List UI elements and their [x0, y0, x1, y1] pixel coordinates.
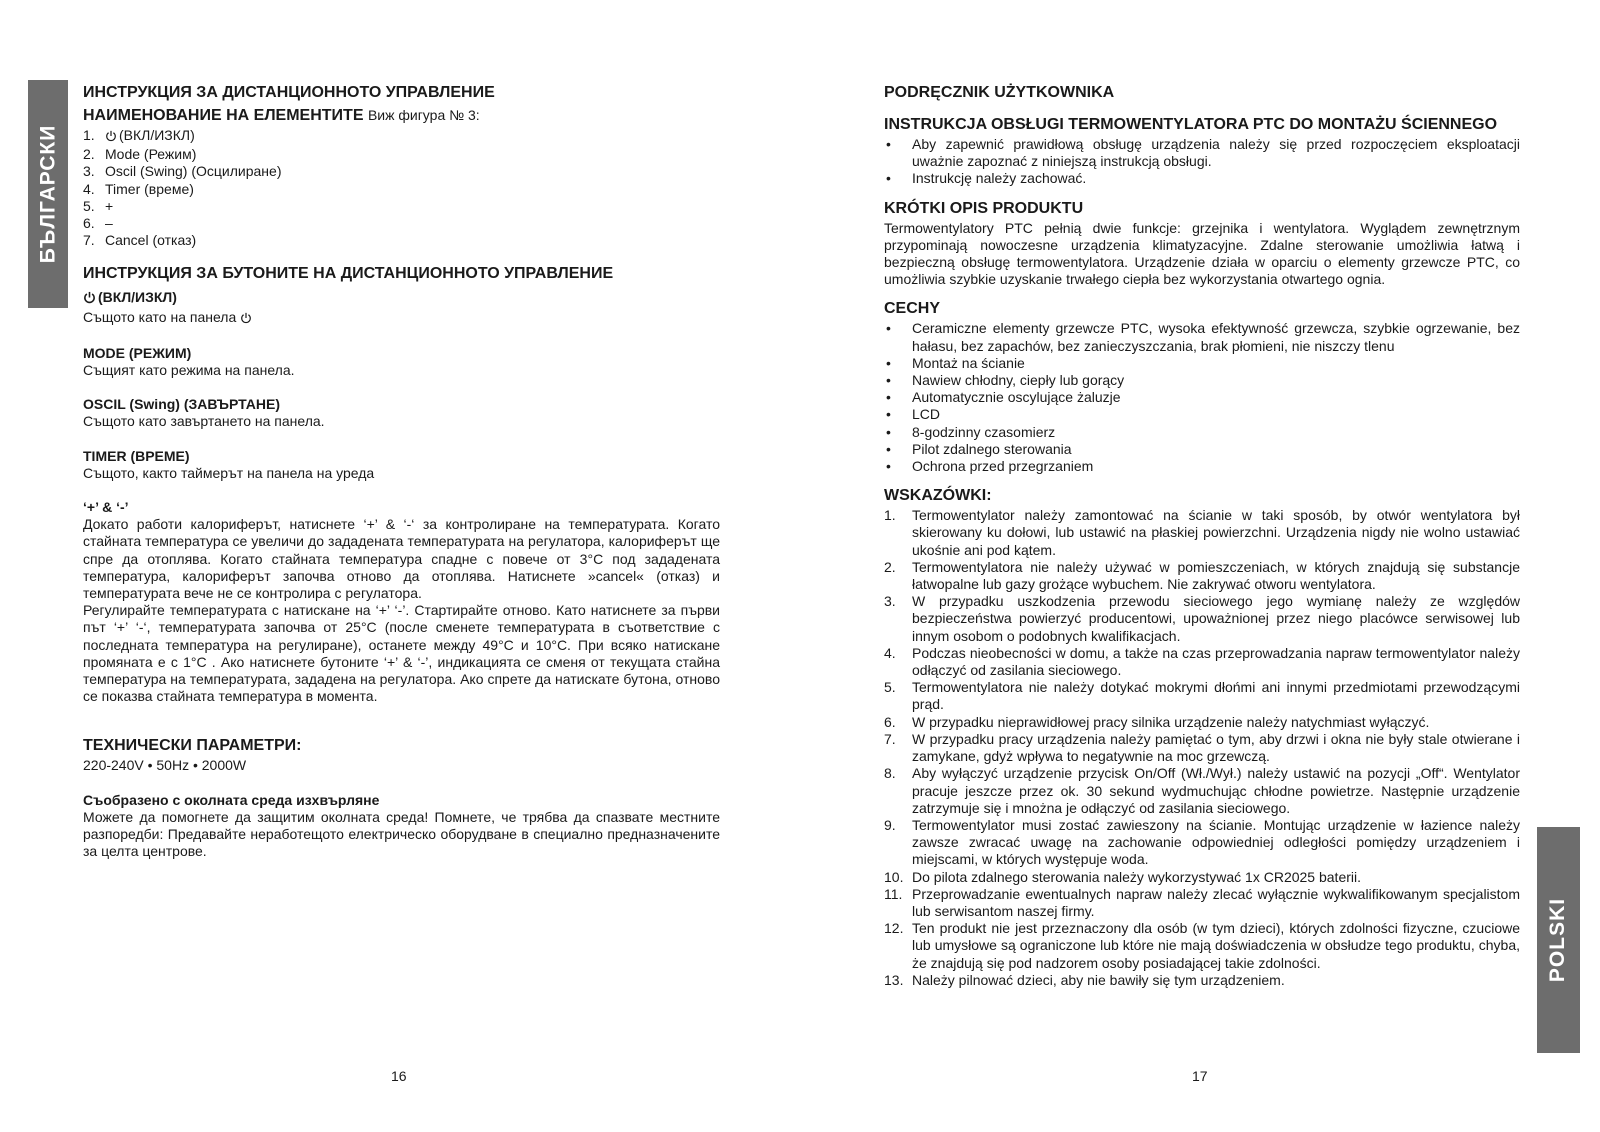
list-item-number: 9.	[884, 816, 896, 833]
list-item-number: 2.	[83, 146, 95, 163]
timer-description: Същото, както таймерът на панела на уреда	[83, 464, 375, 481]
onoff-heading	[83, 289, 720, 308]
list-item-text: W przypadku pracy urządzenia należy pamiętać o tym, aby drzwi i okna nie były stale otwierane i zamykane, gdyż wpływa to negatywnie na moc grzewczą.	[912, 730, 1520, 765]
list-item-text: Termowentylator należy zamontować na ścianie w taki sposób, by otwór wentylatora był skierowany ku dołowi, lub ustawić na płaskiej powierzchni. Urządzenia nigdy nie wolno ustawiać ukośnie ani pod kątem.	[912, 507, 1520, 558]
polish-text-column	[884, 82, 1520, 989]
elements-figure-ref: Виж фигура № 3:	[367, 107, 480, 123]
language-tab-polish	[1537, 827, 1580, 1053]
environment-text: Можете да помогнете да защитим околната среда! Помнете, че трябва да спазвате местните разпоредби: Предавайте неработещото електрическо оборудване в специално предназначените за целта центрове.	[83, 808, 720, 860]
list-item-text: Timer (време)	[105, 180, 194, 197]
list-item: • Automatycznie oscylujące żaluzje	[884, 389, 1520, 406]
timer-heading: TIMER (ВРЕМЕ)	[83, 447, 190, 464]
list-item	[884, 731, 1520, 765]
mode-description: Същият като режима на панела.	[83, 362, 295, 379]
list-item-number: 7.	[884, 730, 896, 747]
list-item-number: 5.	[83, 197, 95, 214]
list-item	[884, 869, 1520, 886]
list-item-number: 12.	[884, 920, 904, 937]
list-item	[884, 714, 1520, 731]
elements-heading-title: НАИМЕНОВАНИЕ НА ЕЛЕМЕНТИТЕ	[83, 107, 364, 124]
list-item	[83, 146, 720, 163]
tech-params-heading: ТЕХНИЧЕСКИ ПАРАМЕТРИ:	[83, 737, 302, 755]
mode-heading: MODE (РЕЖИМ)	[83, 344, 192, 361]
buttons-instructions-heading: ИНСТРУКЦИЯ ЗА БУТОНИТЕ НА ДИСТАНЦИОННОТО УПРАВЛЕНИЕ	[83, 265, 614, 283]
list-item-number: 7.	[83, 232, 95, 249]
list-item-text: Przeprowadzanie ewentualnych napraw należy zlecać wyłącznie wykwalifikowanym specjalistom lub serwisantom naszej firmy.	[912, 885, 1520, 919]
list-item-number: 4.	[884, 644, 896, 661]
list-item-text: Podczas nieobecności w domu, a także na czas przeprowadzania napraw termowentylator należy odłączyć od zasilania sieciowego.	[912, 644, 1520, 679]
list-item-text: Termowentylator musi zostać zawieszony na ścianie. Montując urządzenie w łazience należy zawsze zwracać uwagę na zachowanie odpowiedniej odległości pomiędzy urządzeniem i miejscami, w których występuje woda.	[912, 816, 1520, 868]
list-item-text: W przypadku uszkodzenia przewodu sieciowego jego wymianę należy ze względów bezpieczeństwa powierzyć producentowi, upoważnionej przez niego placówce serwisowej lub innym osobom o podobnych kwalifikacjach.	[912, 593, 1520, 644]
list-item	[884, 817, 1520, 869]
list-item-number: 3.	[884, 593, 896, 610]
list-item	[83, 181, 720, 198]
list-item-number: 1.	[884, 507, 896, 524]
list-item-text: Do pilota zdalnego sterowania należy wykorzystywać 1x CR2025 baterii.	[912, 868, 1361, 885]
list-item	[884, 886, 1520, 920]
features-list	[884, 320, 1520, 475]
list-item	[884, 920, 1520, 972]
page-number-left: 16	[391, 1068, 407, 1084]
list-item: • Ceramiczne elementy grzewcze PTC, wysoka efektywność grzewcza, szybkie ogrzewanie, bez hałasu, bez zapachów, bez zanieczyszczania, brak płomieni, nie niszczy tlenu	[884, 320, 1520, 354]
bulgarian-text-column	[83, 82, 720, 861]
list-item	[884, 559, 1520, 593]
list-item-number: 6.	[884, 713, 896, 730]
list-item	[884, 679, 1520, 713]
onoff-description	[83, 309, 720, 328]
list-item: • 8-godzinny czasomierz	[884, 424, 1520, 441]
list-item-text: Oscil (Swing) (Осцилиране)	[105, 163, 282, 180]
tips-list	[884, 507, 1520, 989]
list-item	[83, 198, 720, 215]
instruction-list	[884, 136, 1520, 188]
list-item-text: –	[105, 215, 113, 232]
list-item: • Ochrona przed przegrzaniem	[884, 458, 1520, 475]
list-item-number: 2.	[884, 558, 896, 575]
list-item-text: Termowentylatora nie należy używać w pomieszczeniach, w których znajdują się substancje łatwopalne lub gazy grożące wybuchem. Nie zakrywać otworu wentylatora.	[912, 558, 1520, 593]
language-tab-label: POLSKI	[1546, 897, 1570, 983]
language-tab-bulgarian	[28, 80, 68, 308]
list-item-number: 3.	[83, 163, 95, 180]
language-tab-label: БЪЛГАРСКИ	[36, 124, 60, 264]
list-item: • Aby zapewnić prawidłową obsługę urządzenia należy się przed rozpoczęciem eksploatacji uważnie zapoznać z niniejszą instrukcją obsługi.	[884, 136, 1520, 170]
environment-heading: Съобразено с околната среда изхвърляне	[83, 791, 380, 808]
list-item-text: Cancel (отказ)	[105, 232, 197, 249]
power-icon	[105, 129, 117, 146]
power-icon	[240, 311, 252, 328]
list-item	[884, 507, 1520, 559]
list-item-text: +	[105, 197, 114, 214]
list-item	[83, 127, 720, 146]
features-heading: CECHY	[884, 300, 941, 318]
list-item-number: 8.	[884, 765, 896, 782]
plus-minus-paragraph-1: Докато работи калориферът, натиснете ‘+’ & ‘-‘ за контролиране на температурата. Когато стайната температура се увеличи до зададената температурата на регулатора, калориферът ще спре да отоплява. Когато стайната температура спадне с повече от 3°C под зададената температура, калориферът започва отново да отоплява. Натиснете »cancel« (отказ) и температурата вече не се контролира с регулатора.	[83, 516, 720, 602]
power-icon	[83, 291, 96, 308]
list-item	[83, 232, 720, 249]
list-item	[83, 215, 720, 232]
oscil-heading: OSCIL (Swing) (ЗАВЪРТАНЕ)	[83, 396, 281, 413]
product-description-text: Termowentylatory PTC pełnią dwie funkcje: grzejnika i wentylatora. Wyglądem zewnętrznym przypominają nowoczesne urządzenia klimatyzacyjne. Zdalne sterowanie umożliwia łatwą i bezpieczną obsługę termowentylatora. Urządzenie działa w oparciu o elementy grzewcze PTC, co umożliwia szybkie uzyskanie trwałego ciepła bez wykorzystania otwartego ognia.	[884, 219, 1520, 288]
list-item-text: Mode (Режим)	[105, 146, 197, 163]
manual-heading: PODRĘCZNIK UŻYTKOWNIKA	[884, 84, 1115, 101]
list-item-number: 11.	[884, 885, 903, 902]
list-item-number: 4.	[83, 180, 95, 197]
list-item-number: 1.	[83, 127, 95, 143]
plus-minus-paragraph-2: Регулирайте температурата с натискане на ‘+’ ‘-’. Стартирайте отново. Като натиснете за първи път ‘+’ ‘-‘, температурата започва от 25°C (после сменете температурата в съответствие с последната температура на регулиране), останете между 49°C и 10°C. При всяко натискане промяната е с 1°C . Ако натиснете бутоните ‘+’ & ‘-’, индикацията се сменя от текущата стайна температура на температурата, зададена на регулатора. Ако спрете да натискате бутона, отново се показва стайната температура в момента.	[83, 602, 720, 705]
list-item	[884, 972, 1520, 989]
list-item: • Instrukcję należy zachować.	[884, 170, 1520, 187]
list-item-number: 6.	[83, 215, 95, 232]
tech-params-values: 220-240V • 50Hz • 2000W	[83, 757, 247, 774]
list-item-text: Ten produkt nie jest przeznaczony dla osób (w tym dzieci), których zdolności fizyczne, czuciowe lub umysłowe są ograniczone lub które nie mają doświadczenia w obsłudze tego produktu, chyba, że znajdują się pod nadzorem osoby posiadającej takie zdolności.	[912, 920, 1520, 971]
elements-heading	[83, 104, 720, 127]
list-item: • LCD	[884, 406, 1520, 423]
list-item	[884, 593, 1520, 645]
plus-minus-heading: ‘+’ & ‘-’	[83, 499, 129, 516]
list-item-number: 13.	[884, 971, 904, 988]
tips-heading: WSKAZÓWKI:	[884, 487, 992, 505]
list-item	[884, 765, 1520, 817]
list-item-text: Należy pilnować dzieci, aby nie bawiły się tym urządzeniem.	[912, 971, 1285, 988]
onoff-heading-text: (ВКЛ/ИЗКЛ)	[98, 289, 177, 306]
list-item-number: 10.	[884, 868, 904, 885]
instruction-heading: INSTRUKCJA OBSŁUGI TERMOWENTYLATORA PTC DO MONTAŻU ŚCIENNEGO	[884, 116, 1498, 133]
page-number-right: 17	[1192, 1068, 1208, 1084]
list-item: • Pilot zdalnego sterowania	[884, 441, 1520, 458]
list-item-text: Aby wyłączyć urządzenie przycisk On/Off (Wł./Wył.) należy ustawić na pozycji „Off“. Wentylator pracuje jeszcze przez ok. 30 sekund wydmuchując chłodne powietrze. Następnie urządzenie zatrzymuje się i mnożna je odłączyć od zasilania sieciowego.	[912, 765, 1520, 816]
elements-list	[83, 127, 720, 249]
onoff-description-text: Същото като на панела	[83, 308, 237, 325]
list-item	[83, 163, 720, 180]
list-item-text: W przypadku nieprawidłowej pracy silnika urządzenie należy natychmiast wyłączyć.	[912, 713, 1430, 730]
list-item: • Nawiew chłodny, ciepły lub gorący	[884, 372, 1520, 389]
product-description-heading: KRÓTKI OPIS PRODUKTU	[884, 199, 1084, 217]
list-item-text: Termowentylatora nie należy dotykać mokrymi dłońmi ani innymi przedmiotami przewodzącymi prąd.	[912, 679, 1520, 713]
remote-instructions-heading: ИНСТРУКЦИЯ ЗА ДИСТАНЦИОННОТО УПРАВЛЕНИЕ	[83, 84, 495, 101]
page-right-polish	[800, 0, 1600, 1132]
list-item-number: 5.	[884, 679, 896, 696]
list-item	[884, 645, 1520, 679]
list-item: • Montaż na ścianie	[884, 355, 1520, 372]
oscil-description: Същото като завъртането на панела.	[83, 413, 325, 430]
list-item-text: (ВКЛ/ИЗКЛ)	[119, 127, 195, 143]
